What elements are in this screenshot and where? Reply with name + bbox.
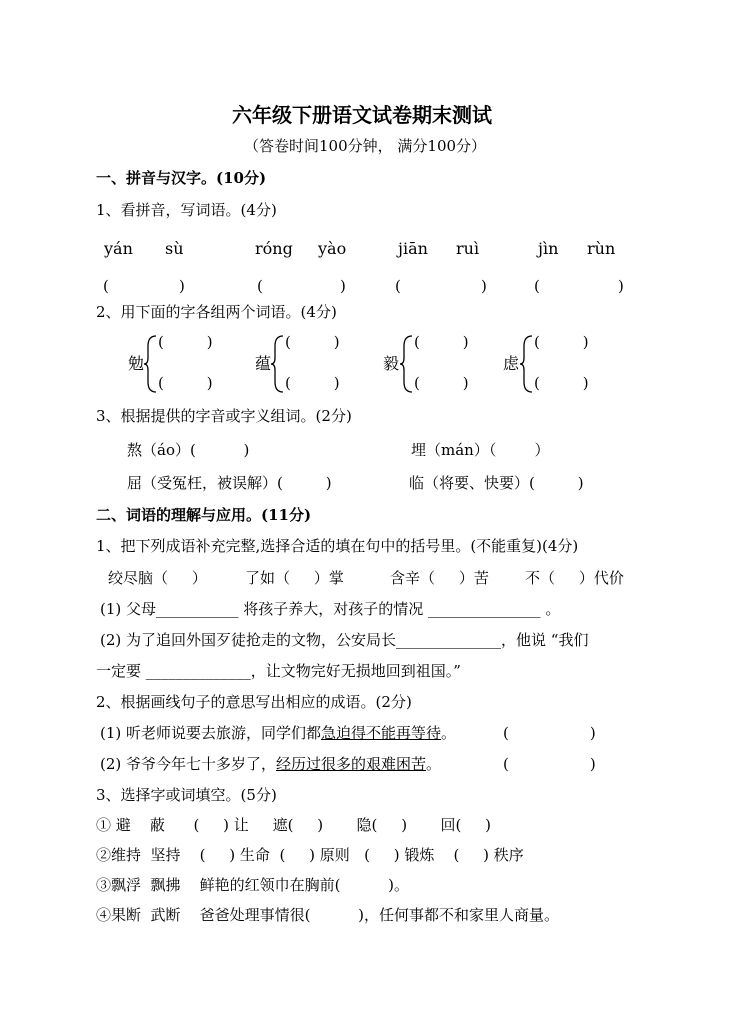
q2-3-row-3: ③飘浮 飘拂 鲜艳的红领巾在胸前( )。 bbox=[96, 876, 409, 894]
section-1-heading: 一、拼音与汉字。(10分) bbox=[96, 169, 267, 187]
answer-paren: ( ) bbox=[414, 333, 469, 351]
answer-paren: ( ) bbox=[503, 724, 596, 742]
q1-3-item-b: 埋（mán）（ ） bbox=[411, 441, 550, 459]
brace-icon bbox=[271, 334, 285, 394]
q2-3-row-1: ① 避 蔽 ( ) 让 遮( ) 隐( ) 回( ) bbox=[96, 816, 491, 834]
q2-2-label: 2、根据画线句子的意思写出相应的成语。(2分) bbox=[96, 693, 412, 711]
answer-paren: ( ) bbox=[414, 374, 469, 392]
group-char: 勉 bbox=[128, 354, 145, 373]
q1-3-item-a: 熬（áo）( ) bbox=[127, 441, 250, 459]
q1-3-label: 3、根据提供的字音或字义组词。(2分) bbox=[96, 407, 352, 425]
answer-paren: ( ) bbox=[503, 755, 596, 773]
answer-paren: ( ) bbox=[534, 374, 589, 392]
page-title: 六年级下册语文试卷期末测试 bbox=[232, 103, 492, 127]
blank-open: ( bbox=[103, 277, 109, 295]
idiom-item: 绞尽脑（ ） bbox=[108, 569, 207, 587]
blank-close: ) bbox=[481, 277, 487, 295]
blank-open: ( bbox=[395, 277, 401, 295]
sentence-text: (1) 听老师说要去旅游，同学们都 bbox=[100, 724, 322, 742]
blank-close: ) bbox=[179, 277, 185, 295]
blank-open: ( bbox=[257, 277, 263, 295]
pinyin: rùn bbox=[587, 239, 616, 258]
q2-2-sentence-1 bbox=[100, 724, 456, 743]
exam-subtitle: （答卷时间100分钟， 满分100分） bbox=[244, 137, 487, 155]
answer-paren: ( ) bbox=[158, 374, 213, 392]
group-char: 毅 bbox=[383, 354, 400, 373]
group-char: 蕴 bbox=[255, 354, 272, 373]
idiom-item: 了如（ ）掌 bbox=[245, 569, 344, 587]
q2-2-sentence-2 bbox=[100, 755, 441, 774]
pinyin: jìn bbox=[538, 239, 559, 258]
answer-paren: ( ) bbox=[285, 374, 340, 392]
blank-open: ( bbox=[534, 277, 540, 295]
pinyin: sù bbox=[165, 239, 184, 258]
group-char: 虑 bbox=[503, 354, 520, 373]
q2-1-label: 1、把下列成语补充完整,选择合适的填在句中的括号里。(不能重复)(4分) bbox=[96, 537, 579, 555]
sentence-text: 。 bbox=[426, 755, 442, 773]
sentence-text: (2) 爷爷今年七十多岁了， bbox=[100, 755, 277, 773]
q1-3-item-d: 临（将要、快要）( ) bbox=[409, 474, 584, 492]
pinyin: yán bbox=[104, 239, 133, 258]
brace-icon bbox=[520, 334, 534, 394]
brace-icon bbox=[144, 334, 158, 394]
q1-2-label: 2、用下面的字各组两个词语。(4分) bbox=[96, 303, 337, 321]
underlined-phrase: 急迫得不能再等待 bbox=[321, 724, 442, 742]
q1-1-label: 1、看拼音，写词语。(4分) bbox=[96, 201, 277, 219]
pinyin: jiān bbox=[398, 239, 428, 258]
q1-3-item-c: 屈（受冤枉，被误解）( ) bbox=[127, 474, 332, 492]
pinyin: róng bbox=[255, 239, 293, 258]
q2-1-sentence-2-cont: 一定要 ______________，让文物完好无损地回到祖国。” bbox=[96, 662, 461, 680]
blank-close: ) bbox=[618, 277, 624, 295]
q2-1-sentence-2: (2) 为了追回外国歹徒抢走的文物，公安局长______________，他说 “我们 bbox=[100, 631, 589, 649]
answer-paren: ( ) bbox=[158, 333, 213, 351]
q2-1-sentence-1: (1) 父母___________ 将孩子养大，对孩子的情况 _______________ 。 bbox=[100, 600, 561, 618]
answer-paren: ( ) bbox=[534, 333, 589, 351]
q2-3-row-2: ②维持 坚持 ( ) 生命 ( ) 原则 ( ) 锻炼 ( ) 秩序 bbox=[96, 846, 524, 864]
pinyin: yào bbox=[318, 239, 347, 258]
underlined-phrase: 经历过很多的艰难困苦 bbox=[276, 755, 427, 773]
q2-3-row-4: ④果断 武断 爸爸处理事情很( )，任何事都不和家里人商量。 bbox=[96, 906, 559, 924]
blank-close: ) bbox=[340, 277, 346, 295]
pinyin: ruì bbox=[456, 239, 480, 258]
answer-paren: ( ) bbox=[285, 333, 340, 351]
q2-3-label: 3、选择字或词填空。(5分) bbox=[96, 786, 277, 804]
idiom-item: 含辛（ ）苦 bbox=[390, 569, 489, 587]
brace-icon bbox=[400, 334, 414, 394]
section-2-heading: 二、词语的理解与应用。(11分) bbox=[96, 506, 312, 524]
idiom-item: 不（ ）代价 bbox=[525, 569, 624, 587]
sentence-text: 。 bbox=[441, 724, 457, 742]
